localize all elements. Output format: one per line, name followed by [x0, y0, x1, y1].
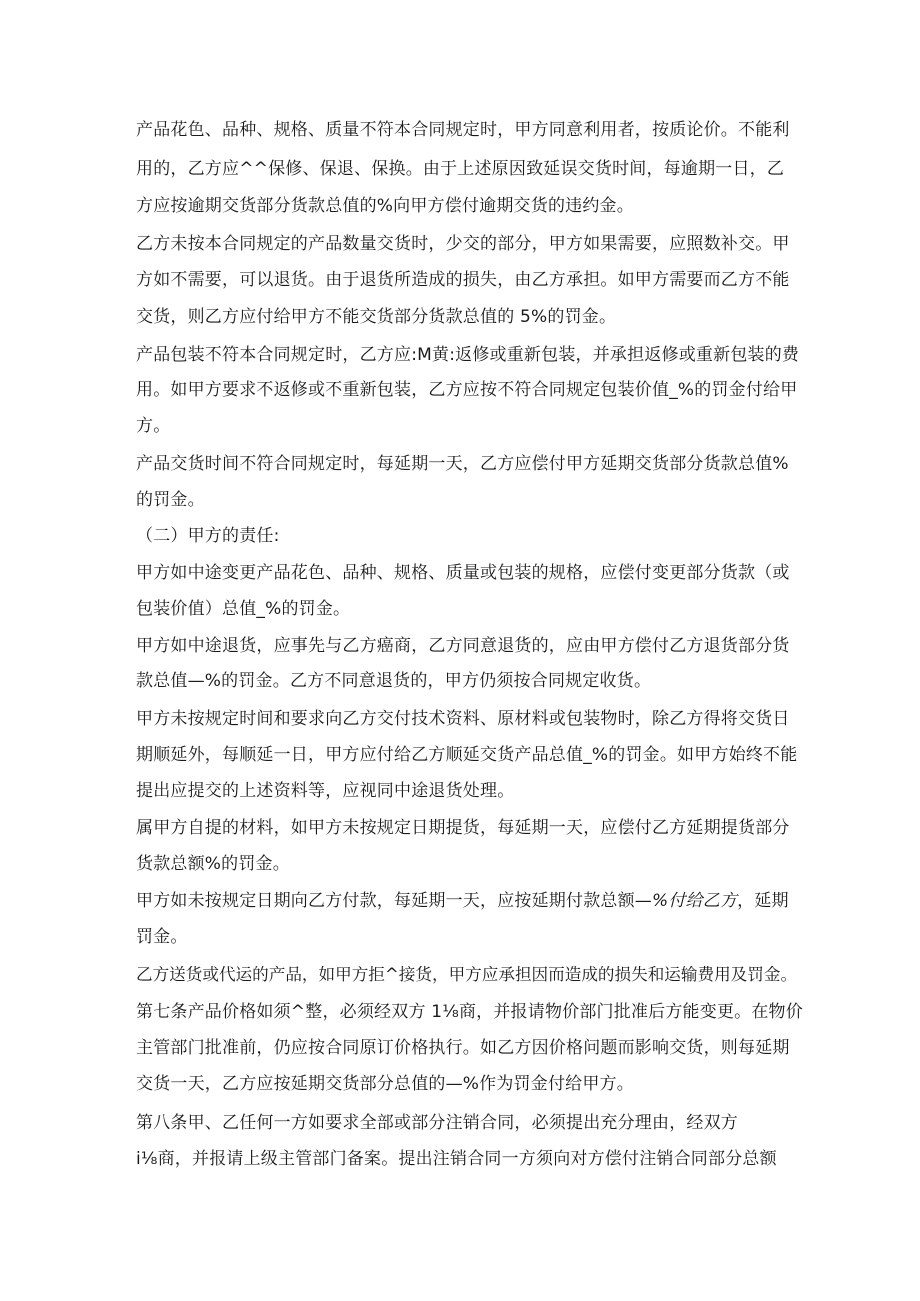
body-text-line: 主管部门批准前，仍应按合同原订价格执行。如乙方因价格问题而影响交货，则每延期: [136, 1038, 790, 1058]
body-text-line: 属甲方自提的材料，如甲方未按规定日期提货，每延期一天，应偿付乙方延期提货部分: [136, 818, 790, 838]
body-text-line: 期顺延外，每顺延一日，甲方应付给乙方顺延交货产品总值_%的罚金。如甲方始终不能: [136, 745, 798, 765]
body-text-line: 方。: [136, 416, 171, 436]
body-text-line: 的罚金。: [136, 490, 205, 510]
body-text-line: 用。如甲方要求不返修或不重新包装，乙方应按不符合同规定包装价值_%的罚金付给甲: [136, 380, 798, 400]
body-text-line: 包装价值）总值_%的罚金。: [136, 599, 351, 619]
body-text-line: 甲方如中途变更产品花色、品种、规格、质量或包装的规格，应偿付变更部分货款（或: [136, 563, 790, 583]
body-text-line: 款总值—%的罚金。乙方不同意退货的，甲方仍须按合同规定收货。: [136, 671, 652, 691]
body-text-line: [136, 889, 789, 913]
body-text-line: i⅛商，并报请上级主管部门备案。提出注销合同一方须向对方偿付注销合同部分总额: [136, 1149, 777, 1169]
body-text-line: 产品交货时间不符合同规定时，每延期一天，乙方应偿付甲方延期交货部分货款总值%: [136, 454, 789, 474]
article-8-line: 第八条甲、乙任何一方如要求全部或部分注销合同，必须提出充分理由，经双方: [136, 1113, 738, 1133]
body-text-line: 交货一天，乙方应按延期交货部分总值的—%作为罚金付给甲方。: [136, 1074, 634, 1094]
body-text-line: 罚金。: [136, 927, 188, 947]
body-text-line: 用的，乙方应^^保修、保退、保换。由于上述原因致延误交货时间，每逾期一日，乙: [136, 159, 785, 179]
body-text-line: 货款总额%的罚金。: [136, 854, 290, 874]
body-text-line: 产品包装不符本合同规定时，乙方应:M黄:返修或重新包装，并承担返修或重新包装的费: [136, 345, 800, 365]
body-text-segment: 甲方如未按规定日期向乙方付款，每延期一天，应按延期付款总额—: [136, 891, 652, 911]
body-text-line: 产品花色、品种、规格、质量不符本合同规定时，甲方同意利用者，按质论价。不能利: [136, 120, 790, 140]
body-text-line: 交货，则乙方应付给甲方不能交货部分货款总值的 5%的罚金。: [136, 307, 617, 327]
body-text-line: 方如不需要，可以退货。由于退货所造成的损失，由乙方承担。如甲方需要而乙方不能: [136, 270, 790, 290]
body-text-line: 方应按逾期交货部分货款总值的%向甲方偿付逾期交货的违约金。: [136, 196, 634, 216]
article-7-line: 第七条产品价格如须^整，必须经双方 1⅛商，并报请物价部门批准后方能变更。在物价: [136, 1002, 803, 1022]
body-text-line: 乙方送货或代运的产品，如甲方拒^接货，甲方应承担因而造成的损失和运输费用及罚金。: [136, 965, 798, 984]
body-text-line: 乙方未按本合同规定的产品数量交货时，少交的部分，甲方如果需要，应照数补交。甲: [136, 234, 790, 254]
section-heading: （二）甲方的责任:: [136, 526, 280, 546]
body-text-segment: ，延期: [737, 891, 789, 911]
body-text-line: 提出应提交的上述资料等，应视同中途退货处理。: [136, 781, 515, 801]
body-text-line: 甲方未按规定时间和要求向乙方交付技术资料、原材料或包装物时，除乙方得将交货日: [136, 709, 790, 729]
body-text-line: 甲方如中途退货，应事先与乙方癌商，乙方同意退货的，应由甲方偿付乙方退货部分货: [136, 636, 790, 656]
italic-text-segment: %付给乙方: [652, 891, 738, 911]
